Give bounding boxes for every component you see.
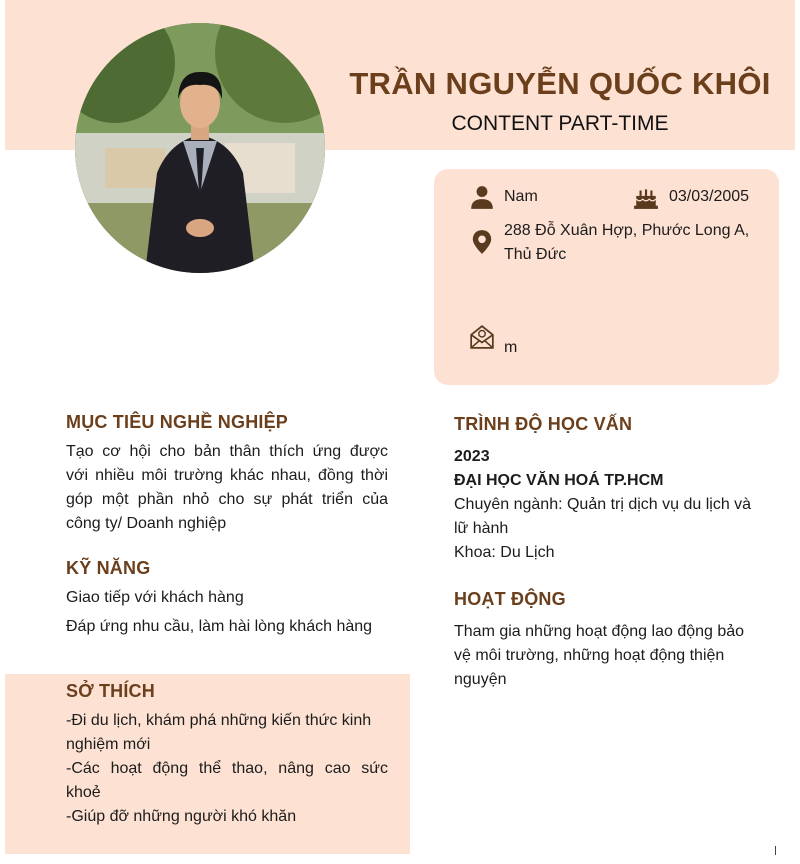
hobby-line: -Các hoạt động thể thao, nâng cao sức bbox=[66, 760, 388, 777]
education-school: ĐẠI HỌC VĂN HOÁ TP.HCM bbox=[454, 472, 664, 489]
activity-line: vệ môi trường, những hoạt động thiện bbox=[454, 647, 725, 664]
activities-text bbox=[454, 620, 774, 692]
hobby-line: nghiệm mới bbox=[66, 736, 151, 753]
hobby-line: -Giúp đỡ những người khó khăn bbox=[66, 808, 297, 825]
hobby-line: -Đi du lịch, khám phá những kiến thức kinh bbox=[66, 712, 372, 729]
email-icon bbox=[469, 324, 495, 350]
activity-line: nguyện bbox=[454, 671, 507, 688]
person-icon bbox=[469, 184, 495, 210]
skills-title: KỸ NĂNG bbox=[66, 558, 151, 578]
objective-title: MỤC TIÊU NGHỀ NGHIỆP bbox=[66, 412, 289, 432]
birthdate-value: 03/03/2005 bbox=[669, 188, 750, 205]
education-major bbox=[454, 493, 774, 565]
major-line: Chuyên ngành: Quản trị dịch vụ du lịch và bbox=[454, 496, 752, 513]
address-block bbox=[504, 219, 749, 267]
gender-value: Nam bbox=[504, 188, 538, 205]
birthdate-row bbox=[633, 184, 749, 210]
objective-line: góp một phần nhỏ cho sự phát triển của bbox=[66, 491, 388, 508]
gender-row bbox=[469, 184, 538, 210]
page-edge-mark bbox=[775, 846, 776, 855]
location-pin-icon bbox=[469, 229, 495, 255]
activities-title: HOẠT ĐỘNG bbox=[454, 589, 566, 609]
objective-text bbox=[66, 440, 388, 536]
skill-item: Giao tiếp với khách hàng bbox=[66, 589, 244, 606]
activity-line: Tham gia những hoạt động lao động bảo bbox=[454, 623, 745, 640]
birthday-cake-icon bbox=[633, 184, 659, 210]
hobbies-title: SỞ THÍCH bbox=[66, 681, 155, 701]
candidate-role: CONTENT PART-TIME bbox=[451, 112, 669, 135]
objective-line: công ty/ Doanh nghiệp bbox=[66, 515, 227, 532]
profile-photo bbox=[75, 23, 325, 273]
candidate-name: TRẦN NGUYỄN QUỐC KHÔI bbox=[349, 66, 771, 101]
email-row bbox=[469, 324, 517, 360]
major-line: lữ hành bbox=[454, 520, 509, 537]
address-row bbox=[469, 219, 749, 267]
education-faculty: Khoa: Du Lịch bbox=[454, 544, 555, 561]
education-title: TRÌNH ĐỘ HỌC VẤN bbox=[454, 414, 633, 434]
email-value[interactable]: m bbox=[504, 339, 518, 356]
hobby-line: khoẻ bbox=[66, 784, 101, 801]
objective-line: với nhiều môi trường khác nhau, đồng thời bbox=[66, 467, 388, 484]
education-year: 2023 bbox=[454, 448, 490, 465]
skill-item: Đáp ứng nhu cầu, làm hài lòng khách hàng bbox=[66, 618, 373, 635]
hobbies-text bbox=[66, 709, 388, 829]
address-line: Thủ Đức bbox=[504, 246, 567, 263]
address-line: 288 Đỗ Xuân Hợp, Phước Long A, bbox=[504, 222, 750, 239]
objective-line: Tạo cơ hội cho bản thân thích ứng được bbox=[66, 443, 388, 460]
